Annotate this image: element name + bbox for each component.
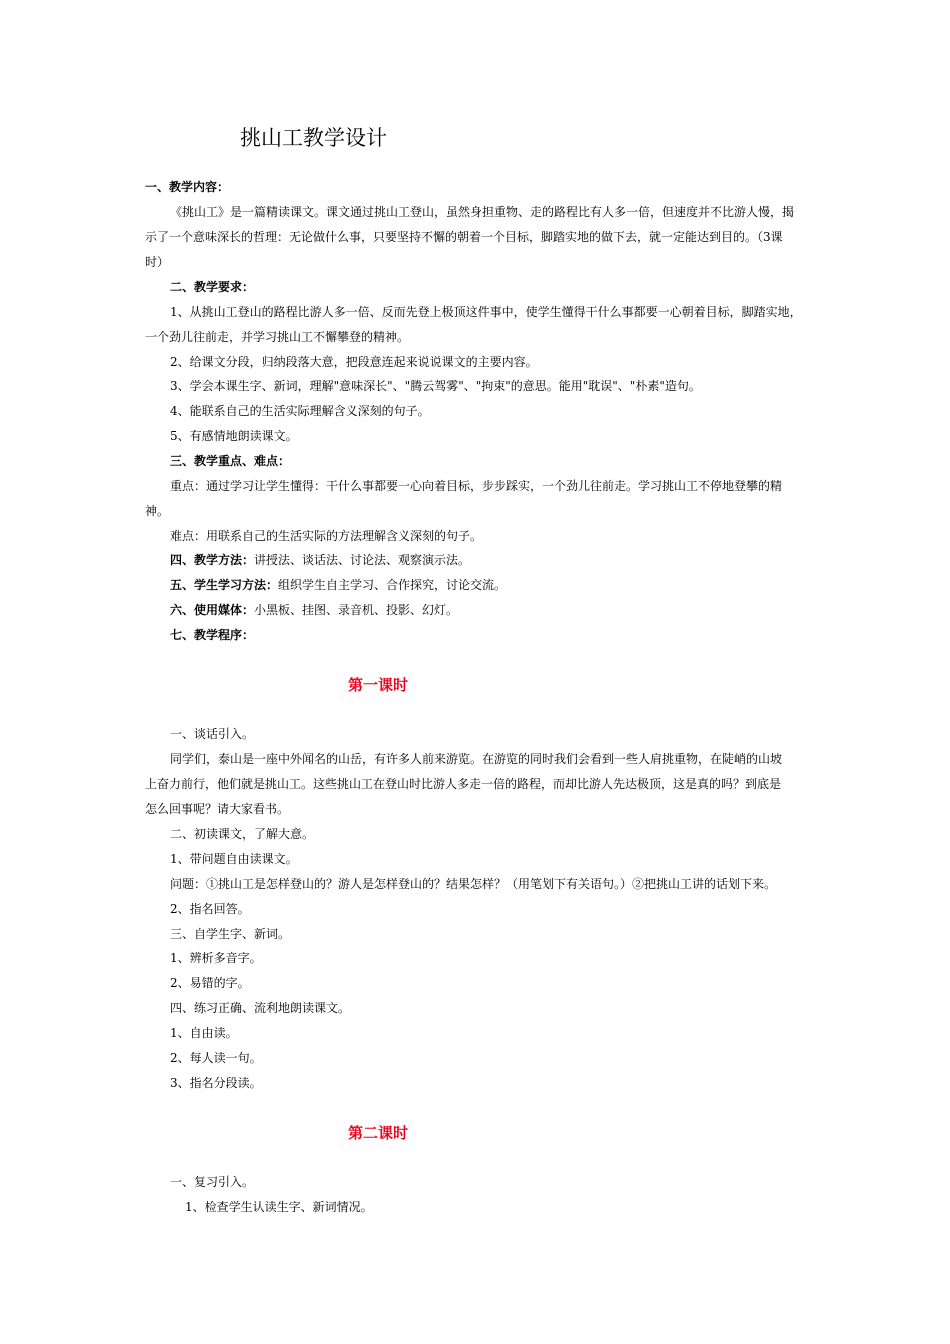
section-heading-requirements: 二、教学要求： xyxy=(170,280,255,294)
list-item: 2、给课文分段，归纳段落大意，把段意连起来说说课文的主要内容。 xyxy=(170,355,538,369)
list-item: 3、指名分段读。 xyxy=(170,1076,262,1090)
step-heading: 一、复习引入。 xyxy=(170,1175,255,1189)
list-item: 1、带问题自由读课文。 xyxy=(170,852,298,866)
paragraph-line: 同学们，泰山是一座中外闻名的山岳，有许多人前来游览。在游览的同时我们会看到一些人肩挑重物，在陡峭的山坡 xyxy=(170,752,783,766)
section-heading-content: 一、教学内容： xyxy=(145,180,230,194)
section-heading-procedure: 七、教学程序： xyxy=(170,628,255,642)
lesson-title-2: 第二课时 xyxy=(348,1124,409,1142)
paragraph-line: 问题：①挑山工是怎样登山的？游人是怎样登山的？结果怎样？（用笔划下有关语句。）②把挑山工讲的话划下来。 xyxy=(170,877,777,891)
paragraph-line: 怎么回事呢？请大家看书。 xyxy=(145,802,290,816)
paragraph-line: 时） xyxy=(145,255,170,269)
section-heading-media: 六、使用媒体： xyxy=(170,603,255,617)
list-item: 2、易错的字。 xyxy=(170,976,250,990)
section-heading-key-points: 三、教学重点、难点： xyxy=(170,454,291,468)
paragraph-line: 上奋力前行，他们就是挑山工。这些挑山工在登山时比游人多走一倍的路程，而却比游人先达极顶，这是真的吗？到底是 xyxy=(145,777,782,791)
section-learning-methods xyxy=(170,576,810,594)
list-item: 4、能联系自己的生活实际理解含义深刻的句子。 xyxy=(170,404,430,418)
list-item: 5、有感情地朗读课文。 xyxy=(170,429,298,443)
list-item: 1、自由读。 xyxy=(170,1026,238,1040)
section-heading-learning-methods: 五、学生学习方法： xyxy=(170,578,279,592)
document-title: 挑山工教学设计 xyxy=(240,126,387,150)
list-item: 1、检查学生认读生字、新词情况。 xyxy=(185,1200,373,1214)
paragraph-line: 重点：通过学习让学生懂得：干什么事都要一心向着目标，步步踩实，一个劲儿往前走。学习挑山工不停地登攀的精 xyxy=(170,479,783,493)
section-media xyxy=(170,601,810,619)
paragraph-line: 示了一个意味深长的哲理：无论做什么事，只要坚持不懈的朝着一个目标，脚踏实地的做下去，就一定能达到目的。（3课 xyxy=(145,230,783,244)
section-text: 组织学生自主学习、合作探究，讨论交流。 xyxy=(278,578,507,592)
section-methods xyxy=(170,551,810,569)
section-text: 讲授法、谈话法、讨论法、观察演示法。 xyxy=(254,553,471,567)
paragraph-line: 神。 xyxy=(145,504,170,518)
paragraph-line: 1、从挑山工登山的路程比游人多一倍、反而先登上极顶这件事中，使学生懂得干什么事都要一心朝着目标，脚踏实地， xyxy=(170,305,802,319)
list-item: 1、辨析多音字。 xyxy=(170,951,262,965)
step-heading: 一、谈话引入。 xyxy=(170,727,255,741)
list-item: 2、指名回答。 xyxy=(170,902,250,916)
paragraph-line: 难点：用联系自己的生活实际的方法理解含义深刻的句子。 xyxy=(170,529,483,543)
lesson-title-1: 第一课时 xyxy=(348,676,409,694)
paragraph-line: 一个劲儿往前走，并学习挑山工不懈攀登的精神。 xyxy=(145,330,410,344)
step-heading: 四、练习正确、流利地朗读课文。 xyxy=(170,1001,351,1015)
list-item: 3、学会本课生字、新词，理解"意味深长"、"腾云驾雾"、"拘束"的意思。能用"耽误"、"朴素"造句。 xyxy=(170,379,701,393)
paragraph-line: 《挑山工》是一篇精读课文。课文通过挑山工登山，虽然身担重物、走的路程比有人多一倍，但速度并不比游人慢，揭 xyxy=(170,205,795,219)
step-heading: 三、自学生字、新词。 xyxy=(170,927,291,941)
step-heading: 二、初读课文，了解大意。 xyxy=(170,827,315,841)
list-item: 2、每人读一句。 xyxy=(170,1051,262,1065)
section-text: 小黑板、挂图、录音机、投影、幻灯。 xyxy=(254,603,459,617)
section-heading-methods: 四、教学方法： xyxy=(170,553,255,567)
